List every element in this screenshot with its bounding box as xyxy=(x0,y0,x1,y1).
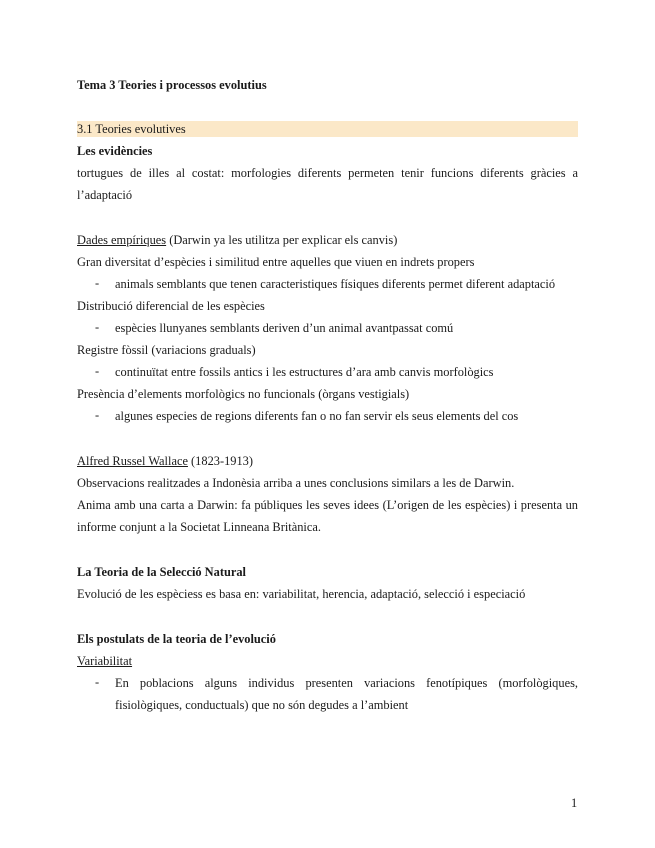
empirical-data-link: Dades empíriques xyxy=(77,233,167,247)
variability-subheading: Variabilitat xyxy=(77,654,133,668)
evidence-bullet: espècies llunyanes semblants deriven d’un animal avantpassat comú xyxy=(115,321,454,335)
bullet-marker: - xyxy=(95,675,100,689)
variability-bullet: En poblacions alguns individus presenten variacions fenotípiques (morfològiques, fisiològiques, conductuals) que no són degudes a l’ambient xyxy=(115,676,578,712)
empirical-data-line xyxy=(77,232,578,248)
evidence-item: Presència d’elements morfològics no funcionals (òrgans vestigials) xyxy=(77,387,410,401)
postulates-heading: Els postulats de la teoria de l’evolució xyxy=(77,632,276,646)
evidence-item: Registre fòssil (variacions graduals) xyxy=(77,343,256,357)
bullet-marker: - xyxy=(95,364,100,378)
bullet-marker: - xyxy=(95,408,100,422)
evidence-item: Distribució diferencial de les espècies xyxy=(77,299,265,313)
bullet-marker: - xyxy=(95,276,100,290)
wallace-name: Alfred Russel Wallace xyxy=(77,454,188,468)
evidence-bullet: algunes especies de regions diferents fan o no fan servir els seus elements del cos xyxy=(115,409,519,423)
natural-selection-text: Evolució de les espèciess es basa en: variabilitat, herencia, adaptació, selecció i especiació xyxy=(77,587,526,601)
wallace-years: (1823-1913) xyxy=(187,454,253,468)
natural-selection-heading: La Teoria de la Selecció Natural xyxy=(77,565,246,579)
evidence-item: Gran diversitat d’espècies i similitud entre aquelles que viuen en indrets propers xyxy=(77,255,475,269)
wallace-observation: Observacions realitzades a Indonèsia arriba a unes conclusions similars a les de Darwin. xyxy=(77,476,515,490)
section-heading: 3.1 Teories evolutives xyxy=(77,121,578,137)
document-title: Tema 3 Teories i processos evolutius xyxy=(77,78,267,92)
wallace-line xyxy=(77,453,578,469)
bullet-marker: - xyxy=(95,320,100,334)
page-number: 1 xyxy=(571,796,578,810)
evidences-heading: Les evidències xyxy=(77,144,153,158)
empirical-data-note: (Darwin ya les utilitza per explicar els canvis) xyxy=(166,233,398,247)
evidence-bullet: animals semblants que tenen caracteristiques físiques diferents permet diferent adaptació xyxy=(115,277,556,291)
evidence-bullet: continuïtat entre fossils antics i les estructures d’ara amb canvis morfològics xyxy=(115,365,494,379)
evidences-text: tortugues de illes al costat: morfologies diferents permeten tenir funcions diferents gràcies a l’adaptació xyxy=(77,166,578,202)
wallace-paragraph: Anima amb una carta a Darwin: fa públiques les seves idees (L’origen de les espècies) i presenta un informe conjunt a la Societat Linneana Britànica. xyxy=(77,498,578,534)
